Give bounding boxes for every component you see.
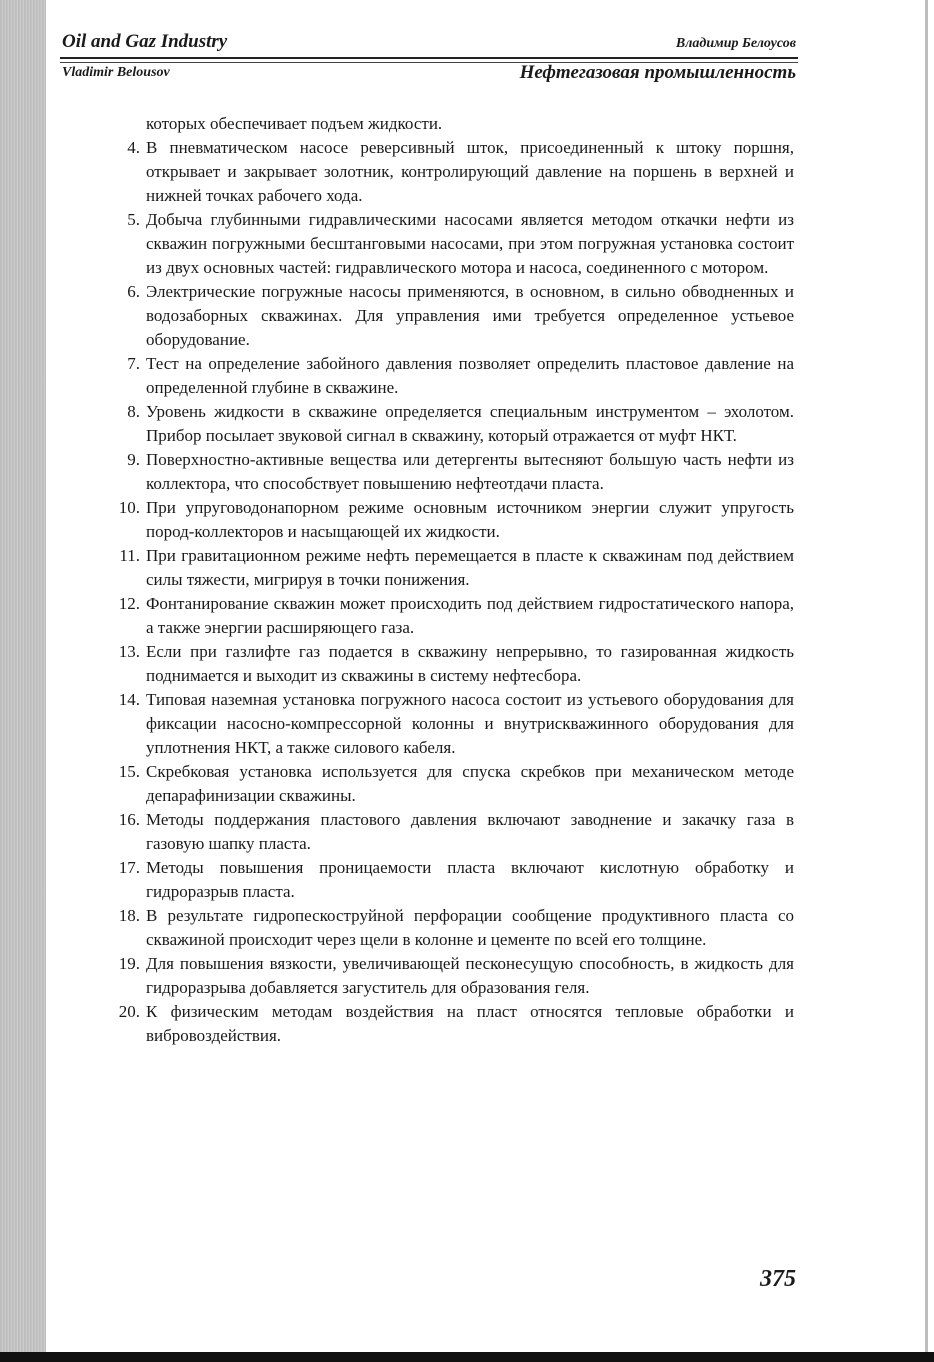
list-item-number: 5. [127, 210, 140, 229]
list-item [110, 496, 794, 544]
list-item-number: 17. [118, 858, 140, 877]
list-item-number: 16. [118, 810, 140, 829]
list-item-number: 10. [118, 498, 140, 517]
scan-edge-bottom [0, 1352, 934, 1362]
list-item-number: 20. [118, 1002, 140, 1021]
list-item-text: Методы повышения проницаемости пласта включают кислотную обработку и гидроразрыв пласта. [146, 858, 794, 901]
list-item-text: К физическим методам воздействия на пласт относятся тепловые обработки и вибровоздействия. [146, 1002, 794, 1045]
list-item [110, 856, 794, 904]
list-item-text: Уровень жидкости в скважине определяется специальным инструментом – эхолотом. Прибор посылает звуковой сигнал в скважину, который отражается от муфт НКТ. [146, 402, 794, 445]
list-item-number: 7. [127, 354, 140, 373]
list-item [110, 688, 794, 760]
list-item-text: Тест на определение забойного давления позволяет определить пластовое давление на определенной глубине в скважине. [146, 354, 794, 397]
list-item-number: 8. [127, 402, 140, 421]
page-number: 375 [760, 1266, 796, 1292]
list-item [110, 808, 794, 856]
list-item [110, 904, 794, 952]
header-right-bottom: Нефтегазовая промышленность [519, 62, 796, 83]
list-item-text: Типовая наземная установка погружного насоса состоит из устьевого оборудования для фиксации насосно-компрессорной колонны и внутрискважинного оборудования для уплотнения НКТ, а также силового кабеля. [146, 690, 794, 757]
list-item-number: 4. [127, 138, 140, 157]
list-item-number: 11. [119, 546, 140, 565]
list-item-text: Электрические погружные насосы применяются, в основном, в сильно обводненных и водозаборных скважинах. Для управления ими требуется определенное устьевое оборудование. [146, 282, 794, 349]
list-item-text: Для повышения вязкости, увеличивающей песконесущую способность, в жидкость для гидроразрыва добавляется загуститель для образования геля. [146, 954, 794, 997]
list-item-text: При гравитационном режиме нефть перемещается в пласте к скважинам под действием силы тяжести, мигрируя в точки понижения. [146, 546, 794, 589]
list-item-text: При упруговодонапорном режиме основным источником энергии служит упругость пород-коллекторов и насыщающей их жидкости. [146, 498, 794, 541]
list-item-number: 9. [127, 450, 140, 469]
list-item-number: 18. [118, 906, 140, 925]
list-item-text: Поверхностно-активные вещества или детергенты вытесняют большую часть нефти из коллектора, что способствует повышению нефтеотдачи пласта. [146, 450, 794, 493]
list-item-number: 14. [118, 690, 140, 709]
list-item-text: В пневматическом насосе реверсивный шток, присоединенный к штоку поршня, открывает и закрывает золотник, контролирующий давление на поршень в верхней и нижней точках рабочего хода. [146, 138, 794, 205]
scan-edge-right [925, 0, 928, 1362]
list-item-number: 13. [118, 642, 140, 661]
list-item [110, 136, 794, 208]
header-left-top: Oil and Gaz Industry [62, 31, 228, 52]
header-rule [60, 57, 798, 59]
numbered-list [110, 136, 794, 1048]
header-left-bottom: Vladimir Belousov [62, 65, 170, 80]
list-item [110, 592, 794, 640]
scan-edge-left [0, 0, 46, 1362]
list-item-text: Добыча глубинными гидравлическими насосами является методом откачки нефти из скважин погружными бесштанговыми насосами, при этом погружная установка состоит из двух основных частей: гидравлического мотора и насоса, соединенного с мотором. [146, 210, 794, 277]
list-item [110, 952, 794, 1000]
list-item [110, 400, 794, 448]
list-item-text: Скребковая установка используется для спуска скребков при механическом методе депарафинизации скважины. [146, 762, 794, 805]
list-item [110, 448, 794, 496]
list-item [110, 208, 794, 280]
list-item [110, 1000, 794, 1048]
list-item-number: 19. [118, 954, 140, 973]
list-item-number: 12. [118, 594, 140, 613]
continuation-text: которых обеспечивает подъем жидкости. [146, 114, 443, 133]
list-item [110, 544, 794, 592]
list-item-text: В результате гидропескоструйной перфорации сообщение продуктивного пласта со скважиной происходит через щели в колонне и цементе по всей его толщине. [146, 906, 794, 949]
list-item-text: Фонтанирование скважин может происходить под действием гидростатического напора, а также энергии расширяющего газа. [146, 594, 794, 637]
list-item-number: 15. [118, 762, 140, 781]
list-item-text: Методы поддержания пластового давления включают заводнение и закачку газа в газовую шапку пласта. [146, 810, 794, 853]
list-item [110, 352, 794, 400]
page-content [110, 112, 794, 1048]
list-item [110, 760, 794, 808]
list-item [110, 280, 794, 352]
header-right-top: Владимир Белоусов [675, 36, 796, 51]
list-item-number: 6. [127, 282, 140, 301]
list-item [110, 640, 794, 688]
list-item-text: Если при газлифте газ подается в скважину непрерывно, то газированная жидкость поднимается и выходит из скважины в систему нефтесбора. [146, 642, 794, 685]
